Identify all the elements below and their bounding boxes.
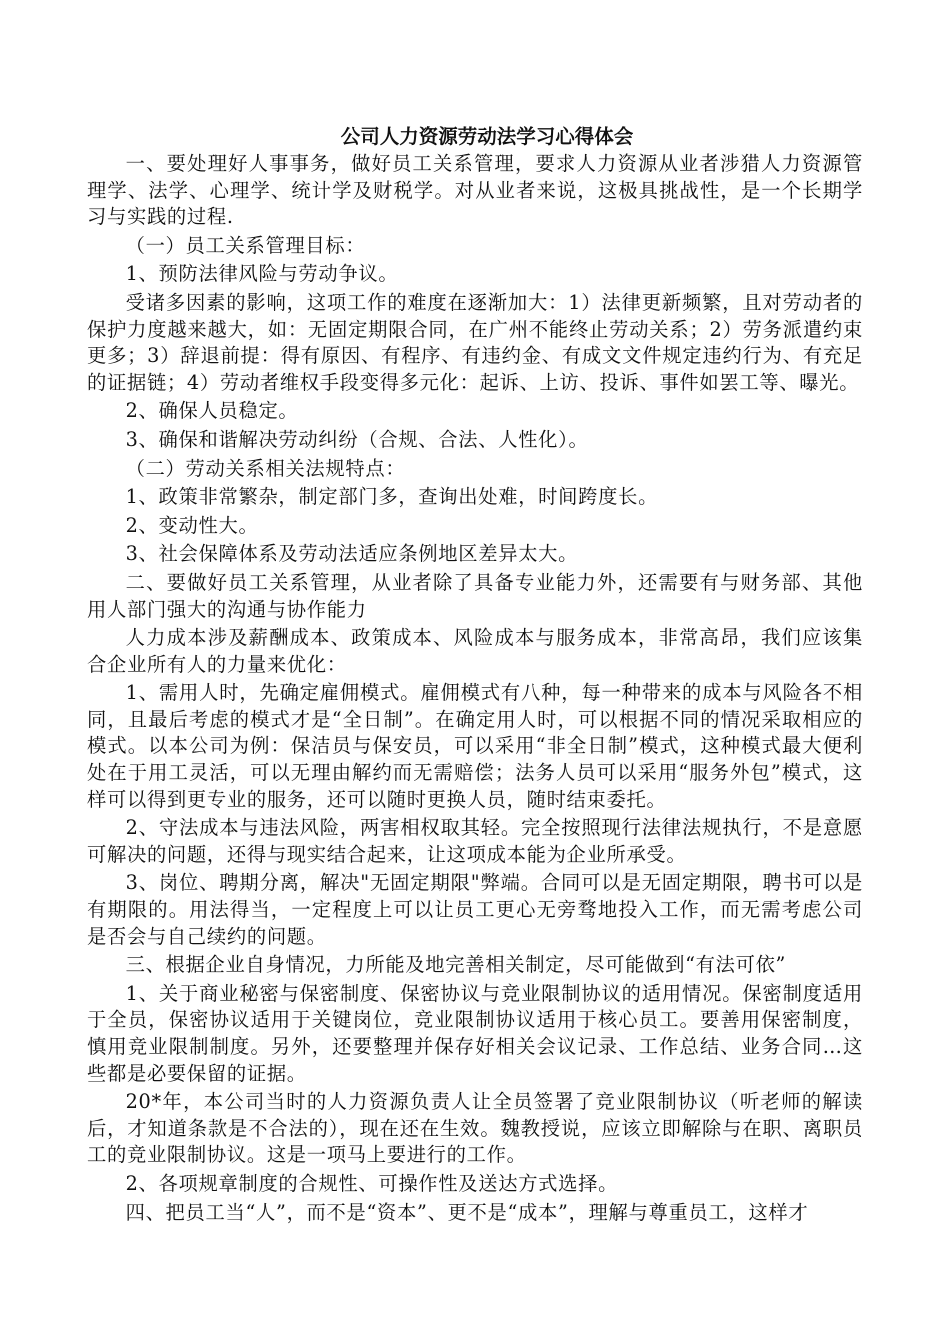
paragraph: 20*年，本公司当时的人力资源负责人让全员签署了竞业限制协议（听老师的解读后，才知道条款是不合法的），现在还在生效。魏教授说，应该立即解除与在职、离职员工的竞业限制协议。这是一项马上要进行的工作。	[87, 1090, 863, 1167]
paragraph: 1、预防法律风险与劳动争议。	[125, 262, 399, 286]
paragraph: 2、确保人员稳定。	[125, 399, 299, 423]
paragraph: 四、把员工当“人”，而不是“资本”、更不是“成本”，理解与尊重员工，这样才	[125, 1200, 809, 1224]
paragraph: 1、需用人时，先确定雇佣模式。雇佣模式有八种，每一种带来的成本与风险各不相同，且最后考虑的模式才是“全日制”。在确定用人时，可以根据不同的情况采取相应的模式。以本公司为例：保洁员与保安员，可以采用“非全日制”模式，这种模式最大便利处在于用工灵活，可以无理由解约而无需赔偿；法务人员可以采用“服务外包”模式，这样可以得到更专业的服务，还可以随时更换人员，随时结束委托。	[87, 681, 863, 811]
paragraph: 1、政策非常繁杂，制定部门多，查询出处难，时间跨度长。	[125, 485, 659, 509]
paragraph: 受诸多因素的影响，这项工作的难度在逐渐加大：1）法律更新频繁，且对劳动者的保护力度越来越大，如：无固定期限合同，在广州不能终止劳动关系；2）劳务派遣约束更多；3）辞退前提：得有原因、有程序、有违约金、有成文文件规定违约行为、有充足的证据链；4）劳动者维权手段变得多元化：起诉、上访、投诉、事件如罢工等、曝光。	[87, 290, 863, 394]
paragraph: 一、要处理好人事事务，做好员工关系管理，要求人力资源从业者涉猎人力资源管理学、法学、心理学、统计学及财税学。对从业者来说，这极具挑战性，是一个长期学习与实践的过程.	[87, 152, 863, 229]
paragraph: （一）员工关系管理目标：	[125, 233, 366, 257]
paragraph: 1、关于商业秘密与保密制度、保密协议与竞业限制协议的适用情况。保密制度适用于全员，保密协议适用于关键岗位，竞业限制协议适用于核心员工。要善用保密制度，慎用竞业限制制度。另外，还要整理并保存好相关会议记录、工作总结、业务合同…这些都是必要保留的证据。	[87, 981, 863, 1085]
paragraph: 3、确保和谐解决劳动纠纷（合规、合法、人性化）。	[125, 427, 589, 451]
paragraph: 2、各项规章制度的合规性、可操作性及送达方式选择。	[125, 1171, 619, 1195]
paragraph: 2、守法成本与违法风险，两害相权取其轻。完全按照现行法律法规执行，不是意愿可解决的问题，还得与现实结合起来，让这项成本能为企业所承受。	[87, 816, 863, 866]
paragraph: 3、社会保障体系及劳动法适应条例地区差异太大。	[125, 542, 579, 566]
paragraph: 2、变动性大。	[125, 513, 259, 537]
paragraph: 三、根据企业自身情况，力所能及地完善相关制定，尽可能做到“有法可依”	[125, 953, 787, 977]
paragraph: 3、岗位、聘期分离，解决"无固定期限"弊端。合同可以是无固定期限，聘书可以是有期限的。用法得当，一定程度上可以让员工更心无旁骛地投入工作，而无需考虑公司是否会与自己续约的问题。	[87, 871, 863, 948]
paragraph: （二）劳动关系相关法规特点：	[125, 456, 406, 480]
paragraph: 人力成本涉及薪酬成本、政策成本、风险成本与服务成本，非常高昂，我们应该集合企业所有人的力量来优化：	[87, 626, 863, 676]
document-title: 公司人力资源劳动法学习心得体会	[340, 125, 634, 148]
document-page	[87, 124, 863, 1228]
paragraph: 二、要做好员工关系管理，从业者除了具备专业能力外，还需要有与财务部、其他用人部门强大的沟通与协作能力	[87, 570, 863, 621]
